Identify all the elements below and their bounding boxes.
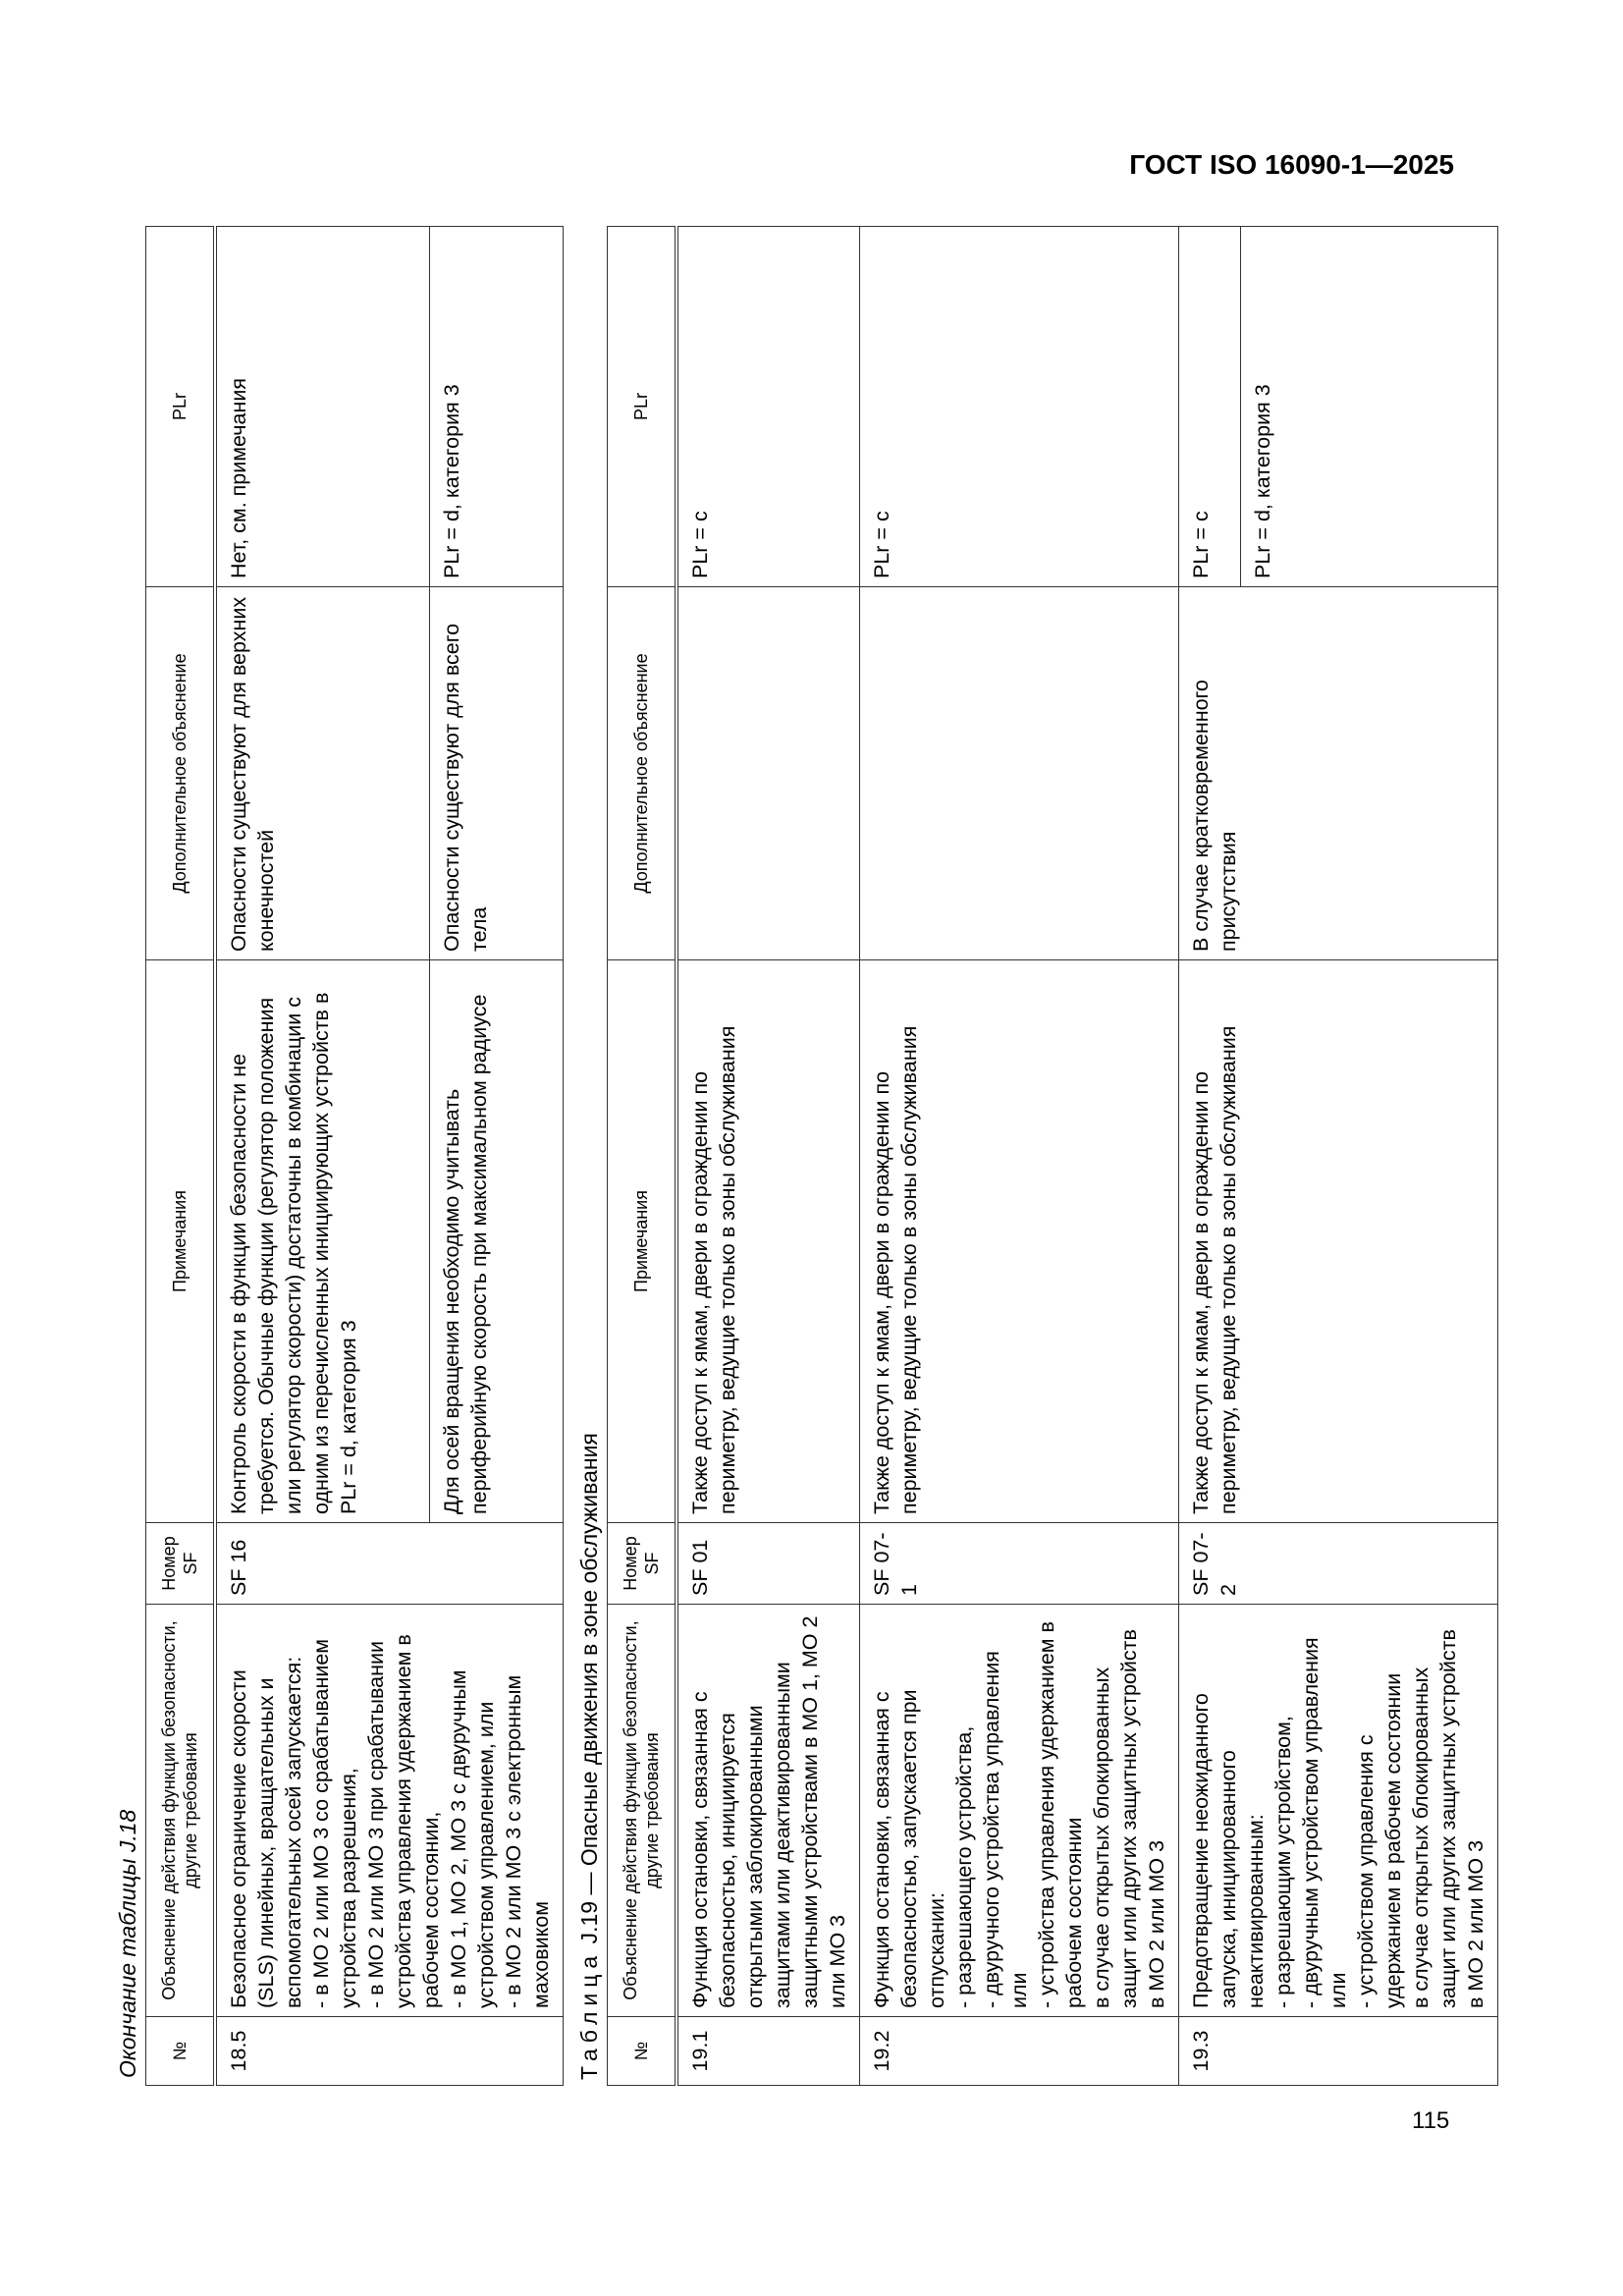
row-number: 19.1 (676, 2017, 860, 2086)
table-row (676, 227, 860, 2086)
explanation-line: - в МО 2 или МО 3 с электронным маховиком (502, 1674, 553, 2008)
table-row (215, 227, 430, 2086)
page-number: 115 (1412, 2107, 1450, 2134)
table-j19-caption-prefix: Таблица (576, 1949, 602, 2080)
row-number: 19.2 (860, 2017, 1179, 2086)
table-j18 (145, 226, 564, 2086)
row-number: 18.5 (215, 2017, 564, 2086)
row-notes: Также доступ к ямам, двери в ограждении по периметру, ведущие только в зоны обслуживания (676, 960, 860, 1523)
row-notes: Контроль скорости в функции безопасности не требуется. Обычные функции (регулятор положения или регулятор скорости) достаточны в комбинации с одним из перечисленных инициирующих устройств в PLr = d, категория 3 (215, 960, 430, 1523)
table-row (860, 227, 1179, 2086)
header-sf-number: Номер SF (146, 1523, 216, 1605)
explanation-line: - разрешающего устройства, (952, 1725, 976, 2008)
row-additional (860, 587, 1179, 960)
explanation-line: в случае открытых блокированных защит или других защитных устройств в МО 2 или МО 3 (1409, 1629, 1488, 2008)
row-sf-number: SF 01 (676, 1523, 860, 1605)
row-additional: Опасности существуют для верхних конечностей (215, 587, 430, 960)
table-j18-caption: Окончание таблицы J.18 (115, 1809, 140, 2078)
row-additional: В случае кратковременного присутствия (1179, 587, 1498, 960)
row-sf-number: SF 16 (215, 1523, 564, 1605)
row-plr: PLr = c (676, 227, 860, 587)
row-plr: Нет, см. примечания (215, 227, 430, 587)
header-plr: PLr (146, 227, 216, 587)
explanation-line: - в МО 1, МО 2, МО 3 с двуручным устройством управлением, или (447, 1669, 498, 2008)
table-header-row (608, 227, 677, 2086)
row-number: 19.3 (1179, 2017, 1498, 2086)
header-number: № (608, 2017, 677, 2086)
header-notes: Примечания (608, 960, 677, 1523)
explanation-line: Функция остановки, связанная с безопасностью, запускается при отпускании: (870, 1689, 948, 2008)
explanation-line: - двуручного устройства управления или (980, 1651, 1031, 2008)
header-plr: PLr (608, 227, 677, 587)
explanation-line: в случае открытых блокированных защит или других защитных устройств в МО 2 или МО 3 (1090, 1629, 1168, 2008)
row-plr: PLr = c (1179, 227, 1241, 587)
explanation-line: - устройства управления удержанием в рабочем состоянии (1035, 1621, 1086, 2008)
row-plr: PLr = c (860, 227, 1179, 587)
row-additional: Опасности существуют для всего тела (430, 587, 564, 960)
row-notes: Также доступ к ямам, двери в ограждении по периметру, ведущие только в зоны обслуживания (860, 960, 1179, 1523)
row-additional (676, 587, 860, 960)
row-sf-number: SF 07-1 (860, 1523, 1179, 1605)
header-additional: Дополнительное объяснение (608, 587, 677, 960)
explanation-line: Безопасное ограничение скорости (SLS) линейных, вращательных и вспомогательных осей запускается: (227, 1656, 305, 2008)
row-notes: Для осей вращения необходимо учитывать периферийную скорость при максимальном радиусе (430, 960, 564, 1523)
explanation-line: Функция остановки, связанная с безопасностью, инициируется открытыми заблокированными защитами или деактивированными защитными устройствами в МО 1, МО 2 или МО 3 (688, 1615, 849, 2008)
table-j19 (607, 226, 1498, 2086)
row-notes: Также доступ к ямам, двери в ограждении по периметру, ведущие только в зоны обслуживания (1179, 960, 1498, 1523)
header-explanation: Объяснение действия функции безопасности, другие требования (146, 1605, 216, 2017)
row-plr: PLr = d, категория 3 (430, 227, 564, 587)
header-sf-number: Номер SF (608, 1523, 677, 1605)
table-row (1179, 227, 1241, 2086)
row-explanation (1179, 1605, 1498, 2017)
row-explanation (860, 1605, 1179, 2017)
header-additional: Дополнительное объяснение (146, 587, 216, 960)
explanation-line: Предотвращение неожиданного запуска, инициированного неактивированным: (1189, 1693, 1268, 2008)
header-notes: Примечания (146, 960, 216, 1523)
explanation-line: - двуручным устройством управления или (1299, 1637, 1350, 2008)
document-header: ГОСТ ISO 16090-1—2025 (1129, 149, 1454, 180)
table-header-row (146, 227, 216, 2086)
header-explanation: Объяснение действия функции безопасности, другие требования (608, 1605, 677, 2017)
row-explanation (215, 1605, 564, 2017)
explanation-line: - в МО 2 или МО 3 со срабатыванием устройства разрешения, (309, 1638, 360, 2008)
explanation-line: - устройством управления с удержанием в рабочем состоянии (1354, 1672, 1405, 2008)
row-sf-number: SF 07-2 (1179, 1523, 1498, 1605)
rotated-page-content (110, 227, 1488, 2086)
table-j19-caption (571, 227, 607, 2086)
row-plr: PLr = d, категория 3 (1241, 227, 1498, 587)
explanation-line: - разрешающим устройством, (1271, 1716, 1295, 2008)
table-j19-caption-title: J.19 — Опасные движения в зоне обслуживания (576, 1433, 602, 1950)
explanation-line: - в МО 2 или МО 3 при срабатывании устройства управления удержанием в рабочем состоянии, (364, 1634, 443, 2008)
header-number: № (146, 2017, 216, 2086)
row-explanation (676, 1605, 860, 2017)
